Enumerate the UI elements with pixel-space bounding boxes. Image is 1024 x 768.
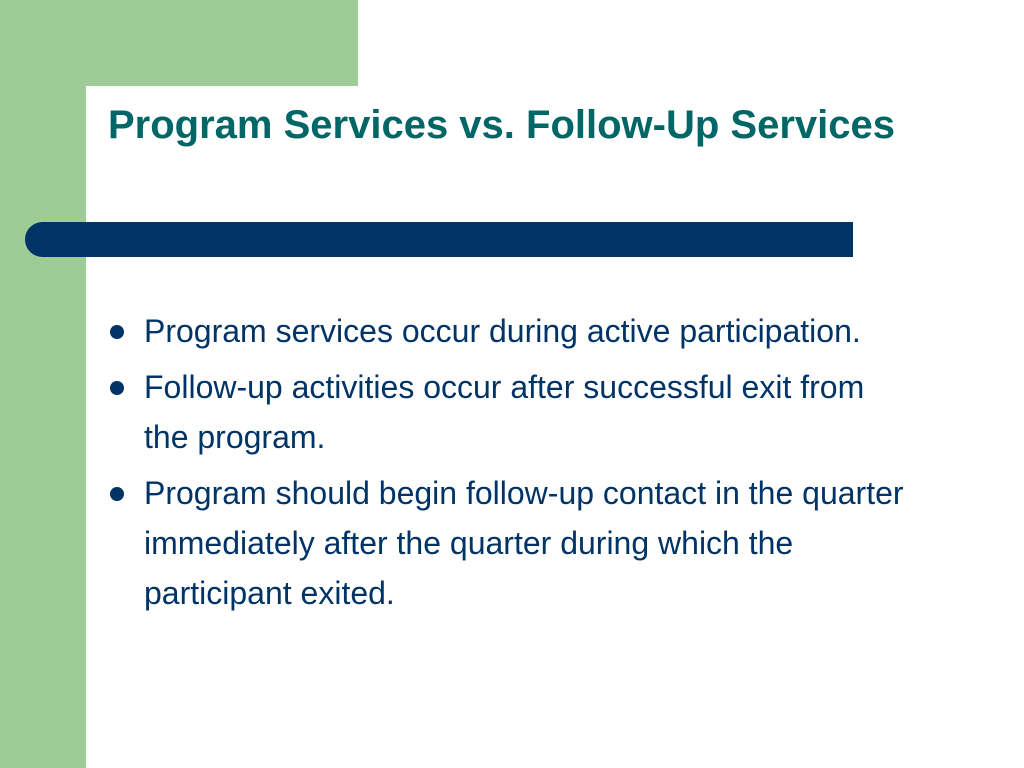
bullet-dot-icon <box>110 325 124 339</box>
bullet-text: Program should begin follow-up contact in the quarter immediately after the quarter during which the participant exited. <box>144 475 904 611</box>
bullet-item <box>108 306 908 356</box>
title-divider-bar <box>25 222 853 257</box>
green-side-band <box>0 0 86 768</box>
green-top-band <box>0 0 358 86</box>
bullet-text: Follow-up activities occur after successful exit from the program. <box>144 369 865 455</box>
bullet-dot-icon <box>110 487 124 501</box>
bullet-item <box>108 468 908 618</box>
slide-title: Program Services vs. Follow-Up Services <box>108 103 896 147</box>
bullet-list <box>108 306 908 624</box>
bullet-text: Program services occur during active participation. <box>144 313 861 349</box>
bullet-dot-icon <box>110 381 124 395</box>
bullet-item <box>108 362 908 462</box>
